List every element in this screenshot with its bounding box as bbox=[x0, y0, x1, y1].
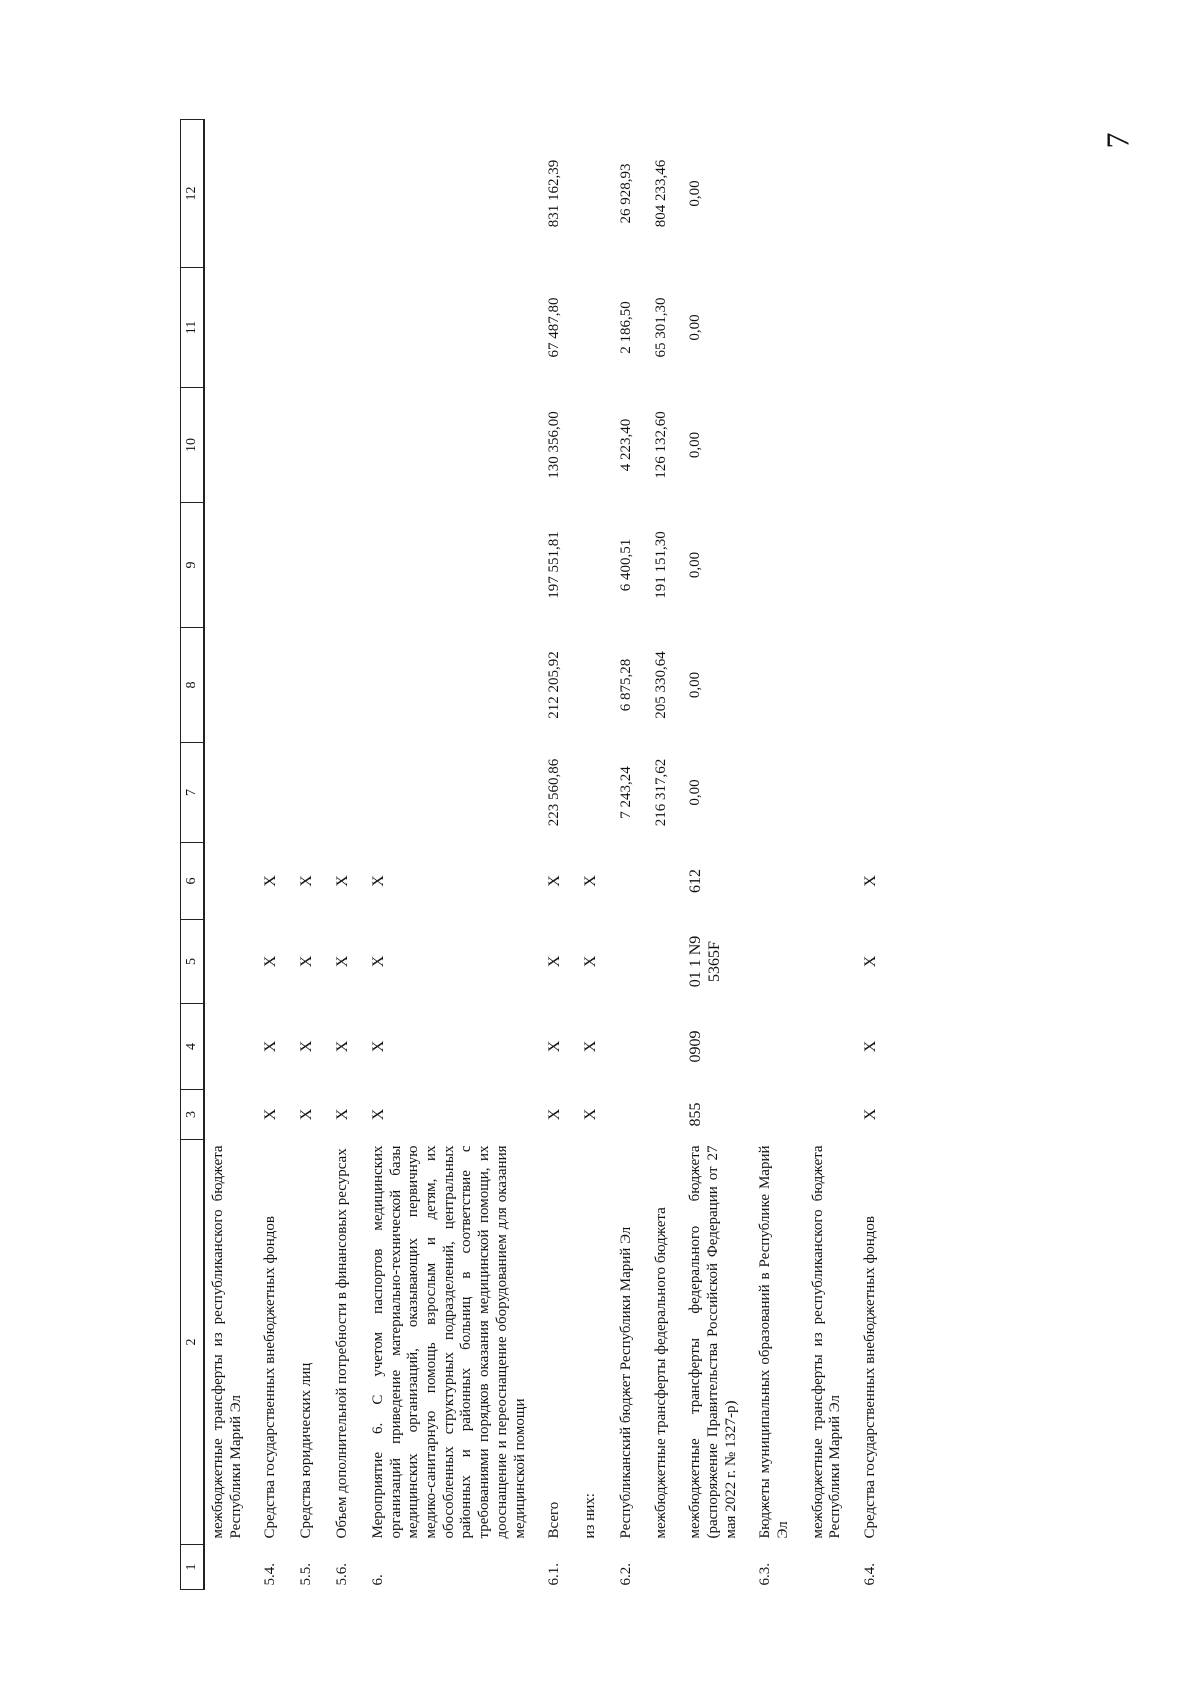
table-cell-col-3: X bbox=[298, 1108, 316, 1121]
table-cell-col-8 bbox=[257, 628, 293, 743]
table-cell-col-10: 126 132,60 bbox=[652, 411, 669, 479]
column-header: 8 bbox=[181, 628, 205, 743]
table-cell-col-6: X bbox=[546, 875, 564, 887]
table-cell-col-6: X bbox=[862, 875, 880, 887]
table-cell-col-10 bbox=[257, 388, 293, 503]
column-header: 1 bbox=[181, 1545, 205, 1590]
table-cell-col-3 bbox=[805, 1090, 857, 1140]
table-cell-col-7 bbox=[365, 743, 541, 843]
table-cell-col-3: X bbox=[862, 1108, 880, 1121]
column-header: 2 bbox=[181, 1140, 205, 1545]
table-row bbox=[365, 120, 541, 1590]
table-cell-col-8 bbox=[204, 628, 257, 743]
table-cell-col-2: межбюджетные трансферты из республиканского бюджета Республики Марий Эл bbox=[210, 1145, 244, 1539]
table-cell-col-3: X bbox=[582, 1108, 600, 1121]
table-cell-col-4: X bbox=[370, 1040, 387, 1053]
table-cell-col-8 bbox=[577, 628, 613, 743]
table-cell-col-12 bbox=[752, 120, 804, 268]
column-header: 12 bbox=[181, 120, 205, 268]
table-row bbox=[752, 120, 804, 1590]
table-cell-col-2: межбюджетные трансферты федерального бюджета (распоряжение Правительства Российской Федерации от 27 мая 2022 г. № 1327-р) bbox=[687, 1145, 739, 1539]
table-cell-col-9: 0,00 bbox=[687, 551, 704, 579]
table-cell-col-6: X bbox=[582, 875, 600, 887]
table-cell-col-10 bbox=[329, 388, 365, 503]
column-header: 4 bbox=[181, 1004, 205, 1090]
table-cell-col-1 bbox=[648, 1545, 683, 1590]
table-cell-col-7: 223 560,86 bbox=[546, 758, 563, 827]
table-cell-col-1: 6.2. bbox=[617, 1563, 634, 1586]
table-cell-col-12 bbox=[204, 120, 257, 268]
table-row bbox=[613, 120, 648, 1590]
table-cell-col-5: 01 1 N9 5365F bbox=[687, 935, 724, 988]
table-cell-col-11 bbox=[752, 268, 804, 388]
table-cell-col-9: 6 400,51 bbox=[617, 538, 634, 592]
table-cell-col-6: X bbox=[370, 875, 387, 887]
table-cell-col-5 bbox=[613, 920, 648, 1004]
table-cell-col-7 bbox=[752, 743, 804, 843]
table-cell-col-10: 4 223,40 bbox=[617, 418, 634, 472]
table-cell-col-9 bbox=[752, 503, 804, 628]
column-header: 7 bbox=[181, 743, 205, 843]
table-cell-col-3: X bbox=[546, 1108, 564, 1121]
table-cell-col-6 bbox=[752, 843, 804, 920]
table-cell-col-5: X bbox=[262, 955, 280, 968]
table-cell-col-10 bbox=[204, 388, 257, 503]
table-cell-col-11 bbox=[257, 268, 293, 388]
table-cell-col-5 bbox=[752, 920, 804, 1004]
table-cell-col-9 bbox=[857, 503, 893, 628]
table-cell-col-12 bbox=[857, 120, 893, 268]
table-cell-col-10 bbox=[805, 388, 857, 503]
table-cell-col-5: X bbox=[862, 955, 880, 968]
table-cell-col-4: X bbox=[546, 1040, 564, 1053]
table-cell-col-12 bbox=[293, 120, 329, 268]
table-cell-col-2: Объем дополнительной потребности в финансовых ресурсах bbox=[334, 1148, 351, 1539]
table-cell-col-8: 205 330,64 bbox=[652, 651, 669, 719]
table-cell-col-10: 0,00 bbox=[687, 431, 704, 459]
table-row bbox=[577, 120, 613, 1590]
table-cell-col-7 bbox=[329, 743, 365, 843]
table-cell-col-2: межбюджетные трансферты федерального бюджета bbox=[652, 1207, 669, 1539]
table-cell-col-4 bbox=[805, 1004, 857, 1090]
table-cell-col-12 bbox=[577, 120, 613, 268]
column-header: 11 bbox=[181, 268, 205, 388]
table-cell-col-7: 7 243,24 bbox=[617, 766, 634, 819]
column-header: 3 bbox=[181, 1090, 205, 1140]
table-cell-col-8: 212 205,92 bbox=[546, 651, 563, 719]
table-cell-col-2: Всего bbox=[546, 1501, 563, 1539]
table-cell-col-5 bbox=[805, 920, 857, 1004]
table-cell-col-5: X bbox=[334, 955, 352, 968]
table-cell-col-11: 2 186,50 bbox=[617, 301, 634, 354]
table-cell-col-7 bbox=[805, 743, 857, 843]
table-cell-col-8 bbox=[857, 628, 893, 743]
table-cell-col-3 bbox=[204, 1090, 257, 1140]
table-cell-col-8: 6 875,28 bbox=[617, 658, 634, 712]
table-cell-col-6: X bbox=[298, 875, 316, 887]
table-row bbox=[682, 120, 752, 1590]
table-cell-col-7: 216 317,62 bbox=[652, 758, 669, 827]
table-cell-col-9 bbox=[365, 503, 541, 628]
table-cell-col-3: X bbox=[262, 1108, 280, 1121]
table-row bbox=[329, 120, 365, 1590]
table-cell-col-8 bbox=[293, 628, 329, 743]
table-cell-col-4: X bbox=[298, 1040, 316, 1053]
table-cell-col-6: X bbox=[262, 875, 280, 887]
table-cell-col-4 bbox=[752, 1004, 804, 1090]
table-cell-col-9: 191 151,30 bbox=[652, 531, 669, 599]
table-cell-col-3: X bbox=[370, 1108, 387, 1121]
table-row bbox=[541, 120, 577, 1590]
table-cell-col-7 bbox=[204, 743, 257, 843]
page-number: 7 bbox=[1099, 132, 1136, 149]
table-cell-col-10 bbox=[857, 388, 893, 503]
table-cell-col-2: Средства юридических лиц bbox=[298, 1362, 315, 1539]
table-cell-col-8 bbox=[752, 628, 804, 743]
table-cell-col-11 bbox=[365, 268, 541, 388]
table-cell-col-12: 26 928,93 bbox=[617, 163, 634, 224]
table-row bbox=[257, 120, 293, 1590]
table-cell-col-4: X bbox=[262, 1040, 280, 1053]
table-cell-col-5 bbox=[204, 920, 257, 1004]
table-cell-col-1: 5.4. bbox=[262, 1563, 279, 1586]
table-cell-col-9 bbox=[204, 503, 257, 628]
table-cell-col-3 bbox=[752, 1090, 804, 1140]
table-cell-col-6: 612 bbox=[687, 869, 705, 893]
column-header: 9 bbox=[181, 503, 205, 628]
table-cell-col-7 bbox=[857, 743, 893, 843]
table-row bbox=[648, 120, 683, 1590]
table-cell-col-8: 0,00 bbox=[687, 671, 704, 699]
table-cell-col-8 bbox=[805, 628, 857, 743]
table-cell-col-6 bbox=[204, 843, 257, 920]
table-cell-col-2: Средства государственных внебюджетных фондов bbox=[262, 1216, 279, 1539]
table-cell-col-11 bbox=[857, 268, 893, 388]
table-cell-col-1: 6.4. bbox=[862, 1563, 879, 1586]
table-cell-col-2: из них: bbox=[582, 1493, 599, 1539]
financing-table bbox=[180, 119, 893, 1590]
table-cell-col-1 bbox=[577, 1545, 613, 1590]
table-cell-col-1 bbox=[682, 1545, 752, 1590]
table-cell-col-7 bbox=[577, 743, 613, 843]
table-cell-col-3 bbox=[648, 1090, 683, 1140]
table-cell-col-1: 5.6. bbox=[334, 1563, 351, 1586]
table-cell-col-11 bbox=[805, 268, 857, 388]
table-cell-col-11 bbox=[293, 268, 329, 388]
header-row bbox=[181, 120, 205, 1590]
table-cell-col-5 bbox=[648, 920, 683, 1004]
table-cell-col-1 bbox=[805, 1545, 857, 1590]
table-cell-col-5: X bbox=[370, 955, 387, 968]
table-cell-col-3: X bbox=[334, 1108, 352, 1121]
table-cell-col-3: 855 bbox=[687, 1102, 705, 1127]
table-cell-col-6 bbox=[648, 843, 683, 920]
table-cell-col-4 bbox=[613, 1004, 648, 1090]
table-cell-col-4: X bbox=[862, 1040, 880, 1053]
table-row bbox=[204, 120, 257, 1590]
table-cell-col-11: 65 301,30 bbox=[652, 297, 669, 358]
table-row bbox=[857, 120, 893, 1590]
table-cell-col-4: X bbox=[582, 1040, 600, 1053]
table-cell-col-9: 197 551,81 bbox=[546, 531, 563, 599]
table-row bbox=[805, 120, 857, 1590]
table-cell-col-1: 6.3. bbox=[757, 1563, 774, 1586]
table-cell-col-12 bbox=[365, 120, 541, 268]
column-header: 5 bbox=[181, 920, 205, 1004]
table-cell-col-12: 0,00 bbox=[687, 180, 704, 207]
table-cell-col-11 bbox=[329, 268, 365, 388]
table-cell-col-9 bbox=[257, 503, 293, 628]
table-cell-col-1: 6. bbox=[370, 1574, 386, 1586]
table-cell-col-5: X bbox=[298, 955, 316, 968]
table-cell-col-12 bbox=[257, 120, 293, 268]
table-cell-col-2: межбюджетные трансферты из республиканского бюджета Республики Марий Эл bbox=[809, 1145, 844, 1539]
table-cell-col-4 bbox=[648, 1004, 683, 1090]
table-cell-col-12: 804 233,46 bbox=[652, 159, 669, 228]
table-cell-col-2: Средства государственных внебюджетных фондов bbox=[862, 1216, 879, 1539]
table-cell-col-1 bbox=[204, 1545, 257, 1590]
table-cell-col-3 bbox=[613, 1090, 648, 1140]
table-cell-col-5: X bbox=[582, 955, 600, 968]
table-cell-col-2: Бюджеты муниципальных образований в Республике Марий Эл bbox=[757, 1145, 792, 1539]
table-cell-col-1: 6.1. bbox=[546, 1563, 563, 1586]
table-cell-col-9 bbox=[293, 503, 329, 628]
table-cell-col-9 bbox=[805, 503, 857, 628]
table-cell-col-11: 0,00 bbox=[687, 314, 704, 341]
table-cell-col-6 bbox=[805, 843, 857, 920]
rotated-table-container bbox=[180, 120, 1015, 1590]
table-cell-col-5: X bbox=[546, 955, 564, 968]
table-cell-col-12: 831 162,39 bbox=[546, 159, 563, 228]
column-header: 6 bbox=[181, 843, 205, 920]
table-cell-col-11 bbox=[204, 268, 257, 388]
table-cell-col-8 bbox=[329, 628, 365, 743]
table-cell-col-8 bbox=[365, 628, 541, 743]
table-cell-col-2: Мероприятие 6. С учетом паспортов медицинских организаций приведение материально-технической базы медицинских организаций, оказывающих первичную медико-санитарную помощь взрослым и детям, их обособленных структурных подразделений, центральных районных и районных больниц в соответствие с требованиями порядков оказания медицинской помощи, их дооснащение и переоснащение оборудованием для оказания медицинской помощи bbox=[370, 1145, 528, 1539]
column-header: 10 bbox=[181, 388, 205, 503]
table-cell-col-7 bbox=[293, 743, 329, 843]
table-cell-col-2: Республиканский бюджет Республики Марий Эл bbox=[617, 1226, 634, 1539]
table-cell-col-9 bbox=[577, 503, 613, 628]
table-cell-col-6: X bbox=[334, 875, 352, 887]
table-cell-col-4: 0909 bbox=[687, 1030, 705, 1063]
table-cell-col-4 bbox=[204, 1004, 257, 1090]
table-cell-col-7: 0,00 bbox=[687, 779, 704, 806]
table-cell-col-10 bbox=[577, 388, 613, 503]
table-cell-col-6 bbox=[613, 843, 648, 920]
table-cell-col-11: 67 487,80 bbox=[546, 297, 563, 358]
table-cell-col-10 bbox=[293, 388, 329, 503]
table-cell-col-9 bbox=[329, 503, 365, 628]
table-cell-col-10 bbox=[365, 388, 541, 503]
table-cell-col-10 bbox=[752, 388, 804, 503]
table-cell-col-10: 130 356,00 bbox=[546, 411, 563, 479]
table-body bbox=[204, 120, 893, 1590]
table-cell-col-4: X bbox=[334, 1040, 352, 1053]
table-row bbox=[293, 120, 329, 1590]
table-cell-col-11 bbox=[577, 268, 613, 388]
table-cell-col-7 bbox=[257, 743, 293, 843]
table-cell-col-1: 5.5. bbox=[298, 1563, 315, 1586]
table-cell-col-12 bbox=[329, 120, 365, 268]
table-cell-col-12 bbox=[805, 120, 857, 268]
